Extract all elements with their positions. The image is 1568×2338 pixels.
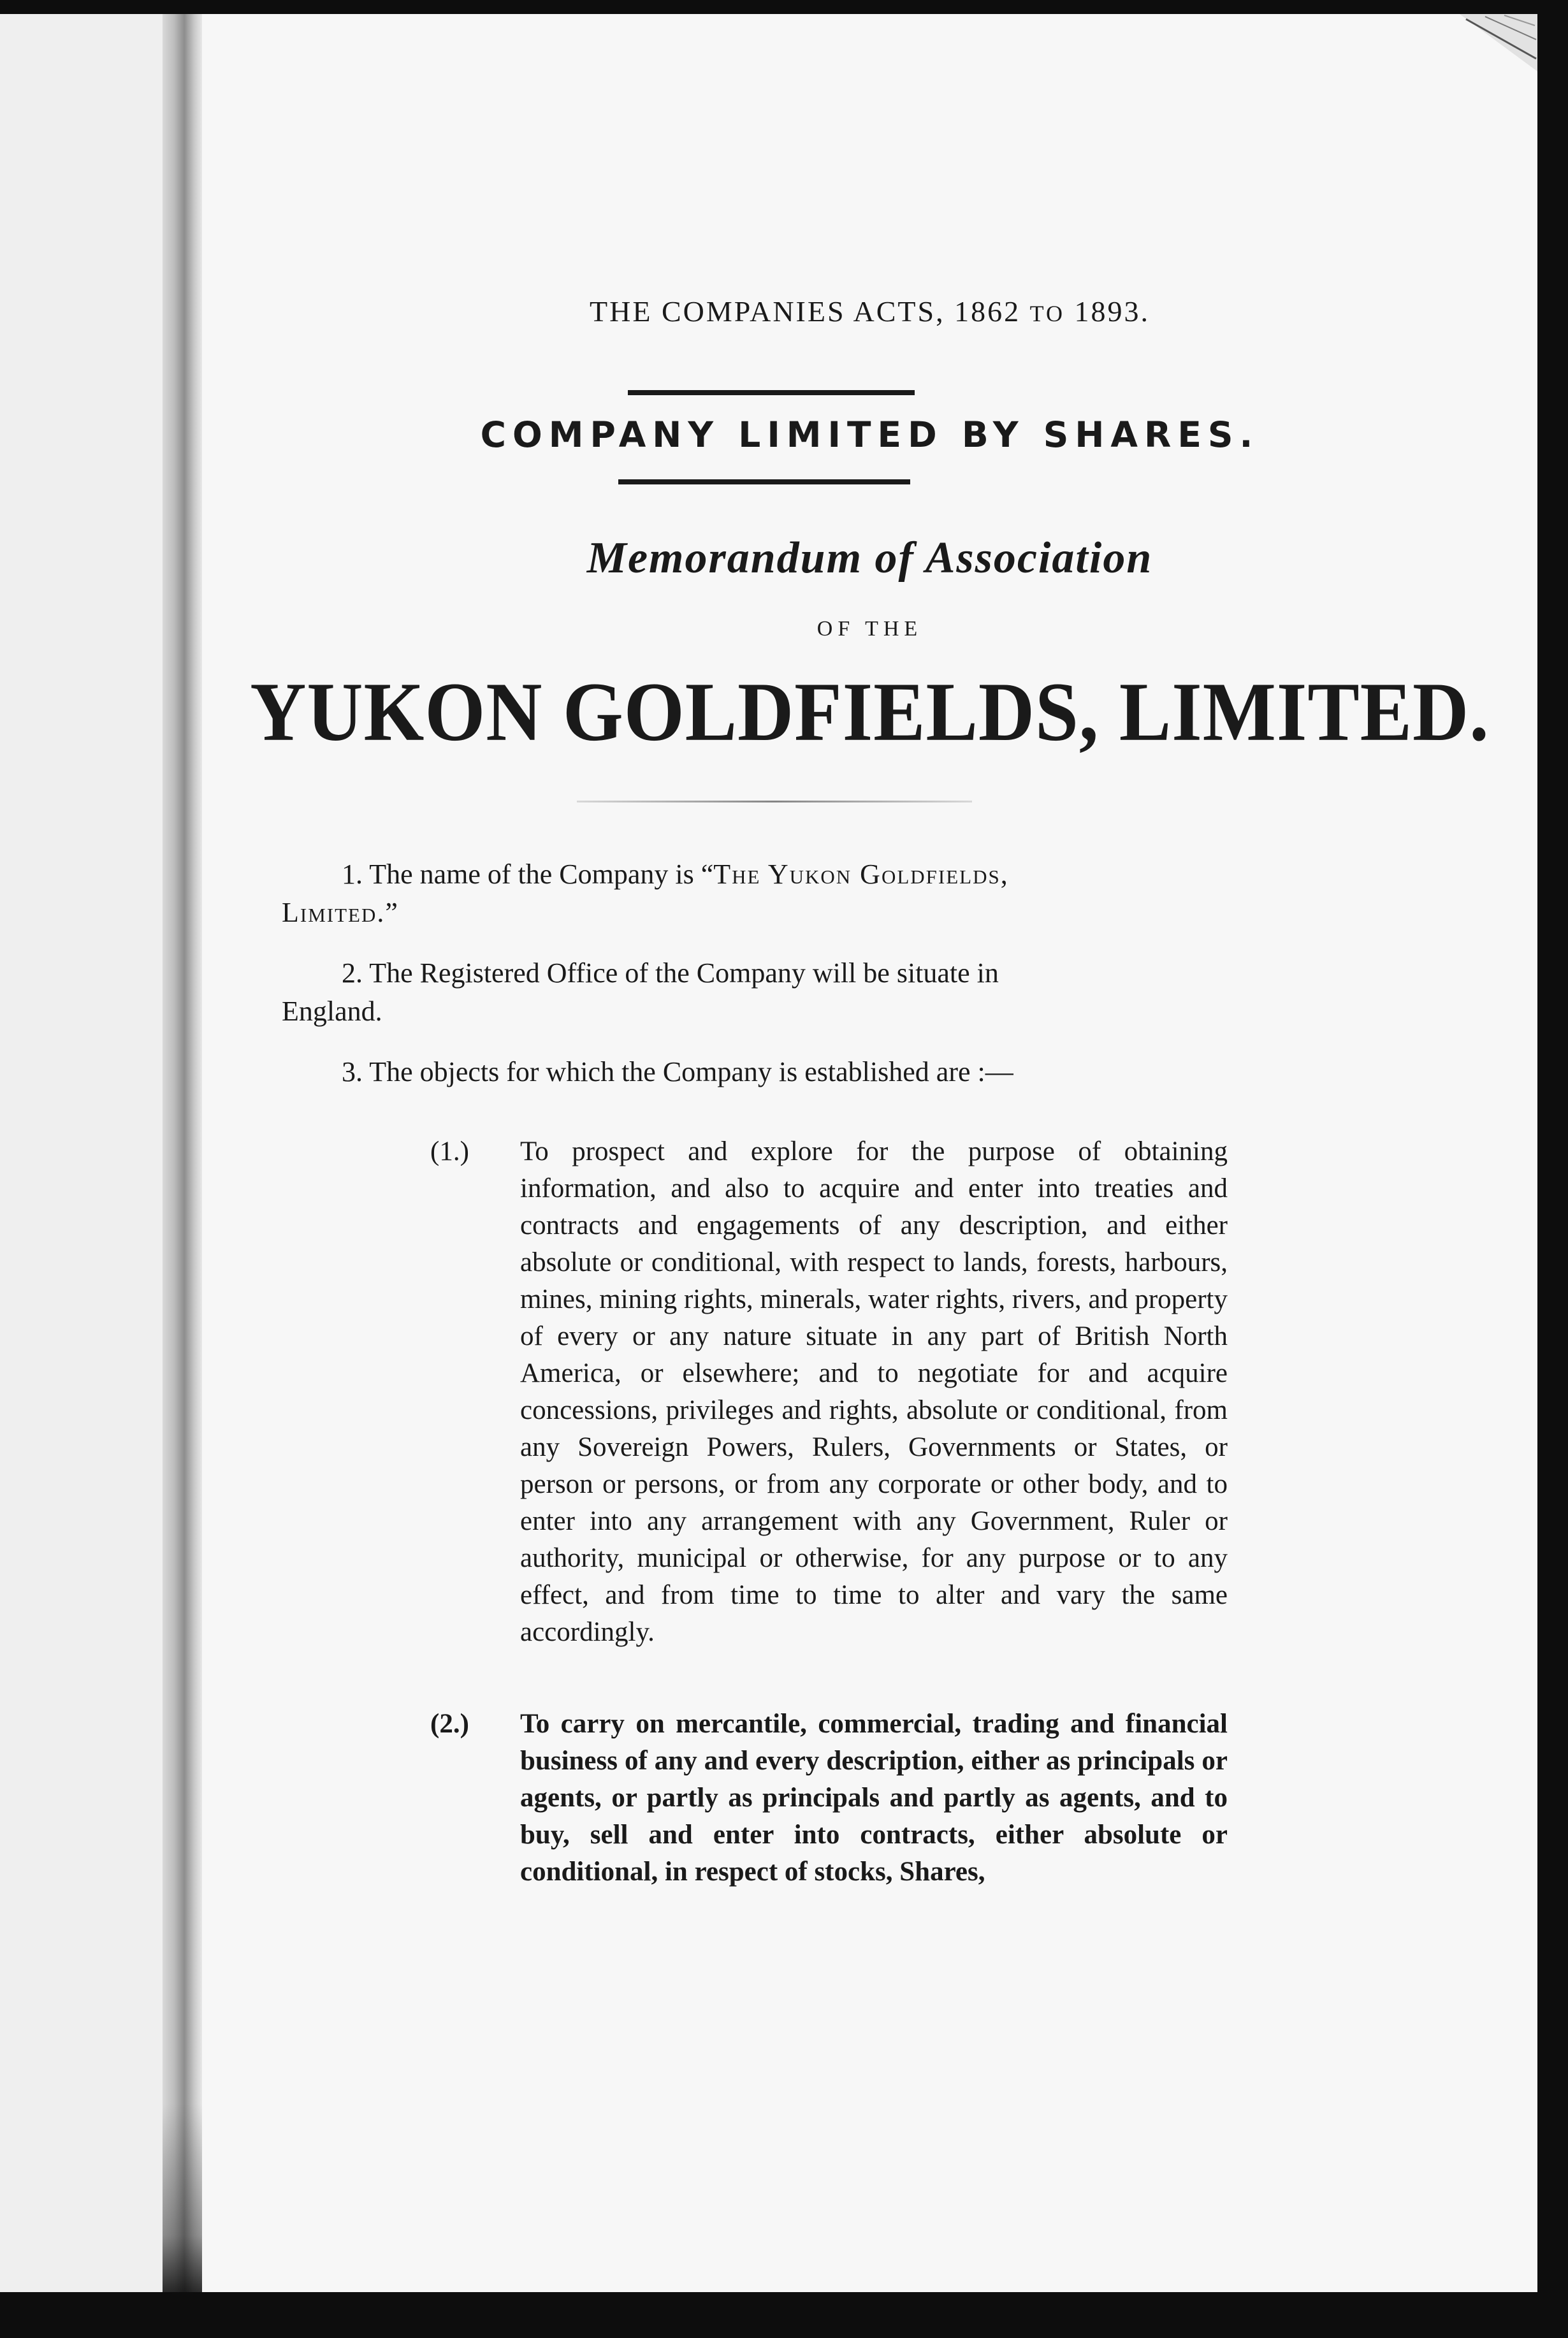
- object-1-text: To prospect and explore for the purpose of obtaining information, and also to acquire and enter into treaties and contracts and engagements of any description, and either absolute or conditional, with respect to lands, forests, harbours, mines, mining rights, minerals, water rights, rivers, and property of every or any nature situate in any part of British North America, or elsewhere; and to negotiate for and acquire concessions, privileges and rights, absolute or conditional, from any Sovereign Powers, Rulers, Governments or States, or person or persons, or from any corporate or other body, and to enter into any arrangement with any Government, Ruler or authority, municipal or otherwise, for any purpose or to any effect, and from time to time to alter and vary the same accordingly.: [520, 1136, 1228, 1647]
- object-2-text: To carry on mercantile, commercial, trading and financial business of any and every description, either as principals or agents, or partly as principals and partly as agents, and to buy, sell and enter into contracts, either absolute or conditional, in respect of stocks, Shares,: [520, 1709, 1228, 1887]
- clause-2-continuation: England.: [282, 996, 382, 1027]
- clause-1-company-name: The Yukon Goldfields,: [713, 859, 1009, 890]
- clause-2: [282, 954, 1228, 1031]
- clause-3-text: 3. The objects for which the Company is established are :—: [342, 1056, 1013, 1087]
- object-1: [430, 1133, 1228, 1651]
- memorandum-heading: Memorandum of Association: [586, 534, 1153, 583]
- acts-to: TO: [1029, 301, 1065, 326]
- object-1-number: (1.): [430, 1136, 469, 1166]
- clause-1-line: [282, 855, 1228, 894]
- object-2-number: (2.): [430, 1709, 469, 1739]
- heading-rule-top: [628, 390, 915, 395]
- acts-year: 1893.: [1074, 295, 1150, 328]
- clause-1: [282, 855, 1228, 932]
- acts-heading: [202, 294, 1537, 328]
- gutter-shadow: [163, 2103, 202, 2292]
- page-corner-fold: [1460, 14, 1537, 71]
- object-2: [430, 1706, 1228, 1891]
- of-the-label: OF THE: [817, 617, 923, 641]
- scan-border-bottom: [0, 2292, 1568, 2338]
- scan-border-right: [1537, 0, 1568, 2338]
- book-gutter: [163, 14, 202, 2292]
- company-type-heading: COMPANY LIMITED BY SHARES.: [480, 414, 1259, 455]
- acts-title: THE COMPANIES ACTS, 1862: [590, 295, 1021, 328]
- clause-2-text: 2. The Registered Office of the Company will be situate in: [342, 957, 999, 989]
- title-divider: [577, 801, 972, 802]
- clause-1-continuation: Limited.”: [282, 897, 399, 928]
- clause-3: [342, 1053, 1228, 1091]
- heading-rule-bottom: [618, 479, 910, 484]
- company-name-title: YUKON GOLDFIELDS, LIMITED.: [250, 665, 1490, 759]
- scan-border-top: [0, 0, 1568, 14]
- facing-page: [0, 14, 163, 2292]
- clause-1-text: 1. The name of the Company is “: [342, 859, 714, 890]
